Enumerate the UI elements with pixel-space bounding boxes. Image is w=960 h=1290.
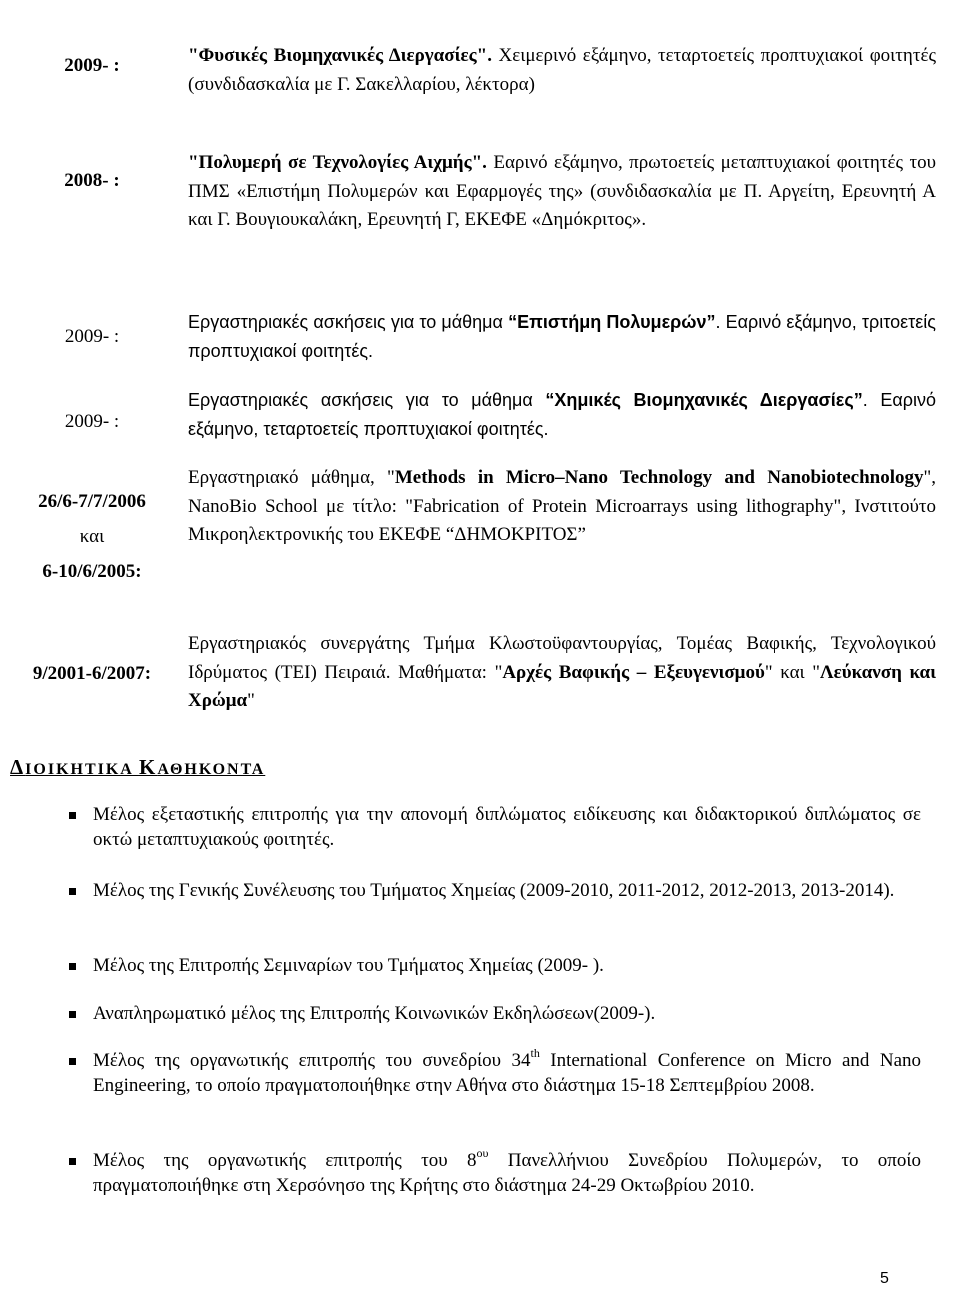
teaching-date: 2009- :: [64, 326, 120, 347]
teaching-description: Εργαστηριακές ασκήσεις για το μάθημα “Επιστήμη Πολυμερών”. Εαρινό εξάμηνο, τριτοετείς προπτυχιακοί φοιτητές.: [188, 312, 936, 361]
teaching-date: 2009- :: [64, 411, 120, 432]
course-title: “Χημικές Βιομηχανικές Διεργασίες”: [545, 390, 863, 410]
course-title: Methods in Micro–Nano Technology and Nanobiotechnology: [394, 467, 924, 488]
list-item: Μέλος της Γενικής Συνέλευσης του Τμήματος Χημείας (2009-2010, 2011-2012, 2012-2013, 2013-2014).: [93, 879, 921, 904]
bullet-icon: [69, 1058, 76, 1065]
page-number: 5: [880, 1270, 889, 1287]
course-title: "Πολυμερή σε Τεχνολογίες Αιχμής".: [188, 152, 487, 173]
teaching-description: Εργαστηριακό μάθημα, "Methods in Micro–Nano Technology and Nanobiotechnology", NanoBio School με τίτλο: "Fabrication of Protein Microarrays using lithography", Ινστιτούτο Μικροηλεκτρονικής του ΕΚΕΦΕ “ΔΗΜΟΚΡΙΤΟΣ”: [188, 467, 937, 545]
bullet-icon: [69, 1158, 76, 1165]
list-item: Αναπληρωματικό μέλος της Επιτροπής Κοινωνικών Εκδηλώσεων(2009-).: [93, 1002, 921, 1027]
teaching-description: Εργαστηριακές ασκήσεις για το μάθημα “Χημικές Βιομηχανικές Διεργασίες”. Εαρινό εξάμηνο, τεταρτοετείς προπτυχιακοί φοιτητές.: [188, 390, 936, 439]
section-heading: ΔΙΟΙΚΗΤΙΚΑ ΚΑΘΗΚΟΝΤΑ: [10, 755, 266, 779]
course-title: "Φυσικές Βιομηχανικές Διεργασίες".: [188, 45, 492, 66]
teaching-description: Εργαστηριακός συνεργάτης Τμήμα Κλωστοϋφαντουργίας, Τομέας Βαφικής, Τεχνολογικού Ιδρύματος (ΤΕΙ) Πειραιά. Μαθήματα: "Αρχές Βαφικής – Εξευγενισμού" και "Λεύκανση και Χρώμα": [188, 633, 936, 711]
list-item: Μέλος εξεταστικής επιτροπής για την απονομή διπλώματος ειδίκευσης και διδακτορικού διπλώματος σε οκτώ μεταπτυχιακούς φοιτητές.: [93, 803, 921, 852]
bullet-icon: [69, 812, 76, 819]
course-title: Αρχές Βαφικής – Εξευγενισμού: [502, 661, 765, 683]
teaching-description: "Πολυμερή σε Τεχνολογίες Αιχμής". Εαρινό εξάμηνο, πρωτοετείς μεταπτυχιακοί φοιτητές του ΠΜΣ «Επιστήμη Πολυμερών και Εφαρμογές της» (συνδιδασκαλία με Π. Αργείτη, Ερευνητή Α και Γ. Βουγιουκαλάκη, Ερευνητή Γ, ΕΚΕΦΕ «Δημόκριτος».: [188, 152, 936, 230]
teaching-date: 2009- :: [64, 55, 120, 76]
course-title: Λεύκανση και Χρώμα: [188, 661, 936, 711]
list-item: Μέλος της οργανωτικής επιτροπής του συνεδρίου 34th International Conference on Micro and Nano Engineering, το οποίο πραγματοποιήθηκε στην Αθήνα στο διάστημα 15-18 Σεπτεμβρίου 2008.: [93, 1049, 921, 1098]
bullet-icon: [69, 888, 76, 895]
bullet-icon: [69, 963, 76, 970]
bullet-icon: [69, 1011, 76, 1018]
course-title: “Επιστήμη Πολυμερών”: [508, 312, 716, 332]
teaching-date: 9/2001-6/2007:: [32, 663, 152, 684]
teaching-description: "Φυσικές Βιομηχανικές Διεργασίες". Χειμερινό εξάμηνο, τεταρτοετείς προπτυχιακοί φοιτητές (συνδιδασκαλία με Γ. Σακελλαρίου, λέκτορα): [188, 45, 937, 95]
teaching-date: 2008- :: [64, 170, 120, 191]
teaching-date: 26/6-7/7/2006 και 6-10/6/2005:: [38, 491, 146, 582]
list-item: Μέλος της Επιτροπής Σεμιναρίων του Τμήματος Χημείας (2009- ).: [93, 954, 921, 979]
list-item: Μέλος της οργανωτικής επιτροπής του $8^{o\upsilon}$ Πανελλήνιου Συνεδρίου Πολυμερών, το οποίο πραγματοποιήθηκε στη Χερσόνησο της Κρήτης στο διάστημα 24-29 Οκτωβρίου 2010.: [93, 1149, 921, 1198]
